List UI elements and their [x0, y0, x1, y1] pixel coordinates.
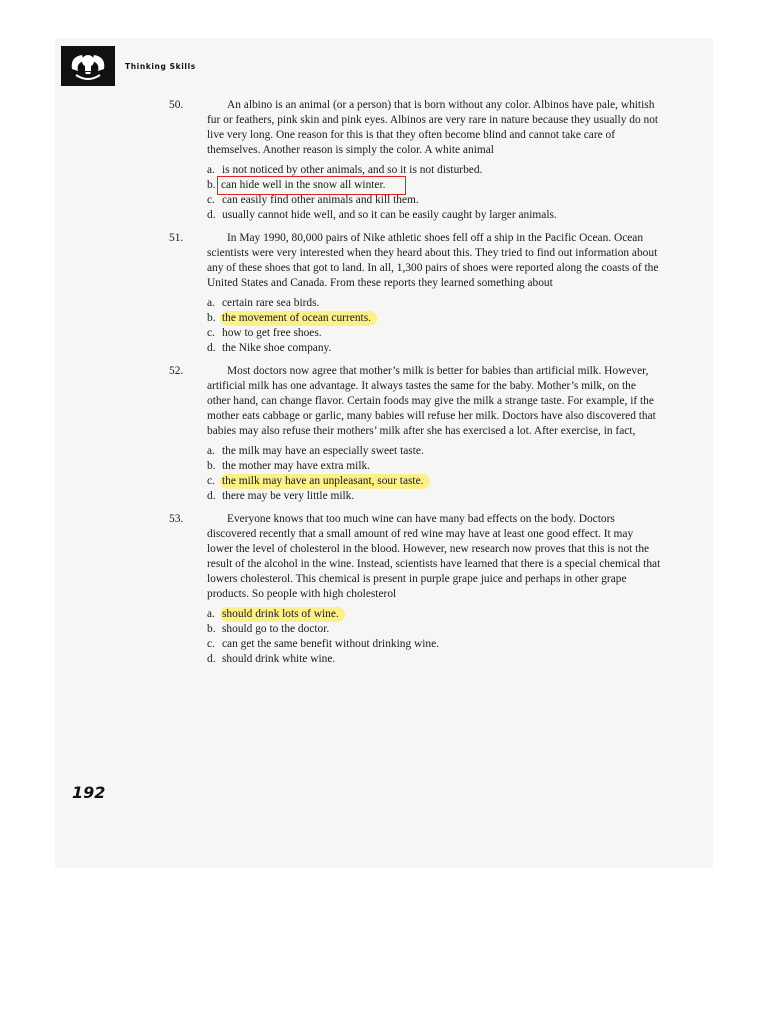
answer-options: [207, 607, 661, 667]
answer-option-b: b. should go to the doctor.: [207, 623, 330, 635]
boxed-answer: can hide well in the snow all winter.: [219, 178, 404, 193]
answer-option-d: d. there may be very little milk.: [207, 490, 355, 502]
answer-option-a: a. is not noticed by other animals, and so it is not disturbed.: [207, 164, 483, 176]
lightbulb-head-icon: [61, 46, 115, 86]
answer-option-d: d. should drink white wine.: [207, 653, 336, 665]
answer-options: [207, 163, 661, 223]
answer-option-d: d. the Nike shoe company.: [207, 342, 332, 354]
page-number: 192: [72, 783, 106, 802]
header-title: Thinking Skills: [125, 61, 196, 71]
question-stem: Most doctors now agree that mother’s milk is better for babies than artificial milk. However, artificial milk has one advantage. It always tastes the same for the baby. Mother’s milk, on the other hand, can change flavor. Certain foods may give the milk a strange taste. For example, if the mother eats cabbage or garlic, many babies will refuse her milk. Doctors have also discovered that babies may also refuse their mothers’ milk after she has exercised a lot. After exercise, in fact,: [207, 365, 656, 437]
question-50: [169, 98, 661, 223]
highlighted-answer: should drink lots of wine.: [220, 607, 345, 622]
question-stem: An albino is an animal (or a person) that is born without any color. Albinos have pale, whitish fur or feathers, pink skin and pink eyes. Albinos are very rare in nature because they usually do not live very long. One reason for this is that they often become blind and cannot take care of themselves. Another reason is simply the color. A white animal: [207, 99, 659, 156]
question-51: [169, 231, 661, 356]
question-number: 53.: [169, 513, 184, 525]
answer-options: [207, 444, 661, 504]
answer-option-a: a. certain rare sea birds.: [207, 297, 320, 309]
answer-option-c: c. how to get free shoes.: [207, 327, 322, 339]
answer-option-a: a. the milk may have an especially sweet taste.: [207, 445, 424, 457]
highlighted-answer: the movement of ocean currents.: [220, 311, 377, 326]
question-stem: Everyone knows that too much wine can have many bad effects on the body. Doctors discovered recently that a small amount of red wine may have at least one good effect. It may lower the level of cholesterol in the blood. However, new research now proves that this is not the result of the alcohol in the wine. Instead, scientists have learned that there is a special chemical that lowers cholesterol. This chemical is present in purple grape juice and perhaps in other grape products. So people with high cholesterol: [207, 513, 661, 600]
question-53: [169, 512, 661, 667]
answer-option-c: c. the milk may have an unpleasant, sour taste.: [207, 474, 661, 489]
answer-option-a: a. should drink lots of wine.: [207, 607, 661, 622]
answer-option-d: d. usually cannot hide well, and so it can be easily caught by larger animals.: [207, 209, 557, 221]
question-number: 50.: [169, 99, 184, 111]
answer-options: [207, 296, 661, 356]
question-list: [169, 98, 661, 675]
question-number: 52.: [169, 365, 184, 377]
answer-option-b: b. can hide well in the snow all winter.: [207, 178, 661, 193]
answer-option-c: c. can easily find other animals and kill them.: [207, 194, 419, 206]
question-stem: In May 1990, 80,000 pairs of Nike athletic shoes fell off a ship in the Pacific Ocean. Ocean scientists were very interested when they heard about this. They tried to find out information about any of these shoes that got to land. In all, 1,300 pairs of shoes were reported along the coasts of the United States and Canada. From these reports they learned something about: [207, 232, 659, 289]
answer-option-b: b. the mother may have extra milk.: [207, 460, 371, 472]
highlighted-answer: the milk may have an unpleasant, sour taste.: [220, 474, 430, 489]
answer-option-b: b. the movement of ocean currents.: [207, 311, 661, 326]
question-number: 51.: [169, 232, 184, 244]
answer-option-c: c. can get the same benefit without drinking wine.: [207, 638, 439, 650]
page-header: [61, 46, 196, 86]
question-52: [169, 364, 661, 504]
